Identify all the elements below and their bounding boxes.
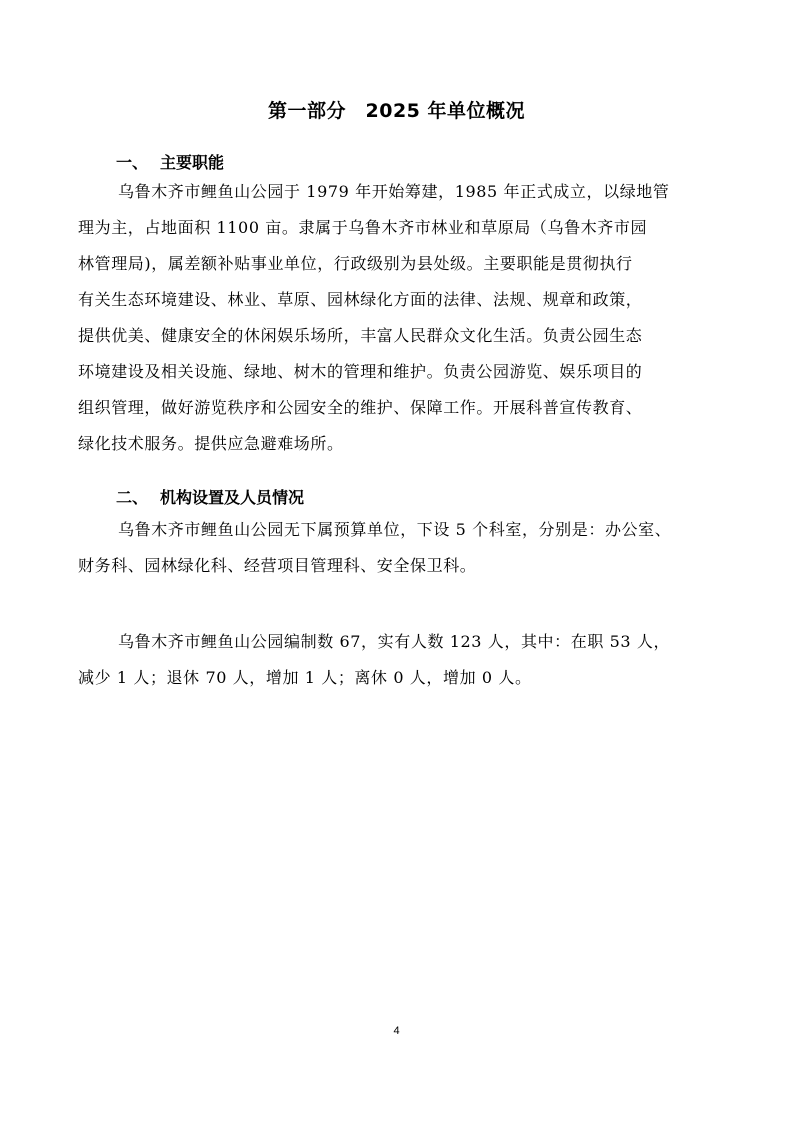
section-heading-text: 主要职能 xyxy=(160,153,225,172)
paragraph-line: 乌鲁木齐市鲤鱼山公园无下属预算单位，下设 5 个科室，分别是：办公室、 xyxy=(118,520,672,539)
section-heading-organization-staffing xyxy=(116,485,304,508)
paragraph-line: 林管理局)，属差额补贴事业单位，行政级别为县处级。主要职能是贯彻执行 xyxy=(78,254,633,273)
section-number: 一、 xyxy=(116,153,149,172)
paragraph-line: 组织管理，做好游览秩序和公园安全的维护、保障工作。开展科普宣传教育、 xyxy=(78,398,643,417)
section-heading-text: 机构设置及人员情况 xyxy=(160,488,305,507)
paragraph-line: 乌鲁木齐市鲤鱼山公园编制数 67，实有人数 123 人，其中：在职 53 人， xyxy=(118,632,671,651)
paragraph-line: 环境建设及相关设施、绿地、树木的管理和维护。负责公园游览、娱乐项目的 xyxy=(78,362,643,381)
paragraph-line: 减少 1 人；退休 70 人，增加 1 人；离休 0 人，增加 0 人。 xyxy=(78,668,532,687)
page-title: 第一部分 2025 年单位概况 xyxy=(268,100,525,122)
paragraph-line: 乌鲁木齐市鲤鱼山公园于 1979 年开始筹建，1985 年正式成立，以绿地管 xyxy=(118,182,670,201)
paragraph-line: 绿化技术服务。提供应急避难场所。 xyxy=(78,434,344,453)
section-heading-main-functions xyxy=(116,150,224,173)
paragraph-line: 有关生态环境建设、林业、草原、园林绿化方面的法律、法规、规章和政策， xyxy=(78,290,643,309)
paragraph-line: 提供优美、健康安全的休闲娱乐场所，丰富人民群众文化生活。负责公园生态 xyxy=(78,326,643,345)
paragraph-line: 理为主，占地面积 1100 亩。隶属于乌鲁木齐市林业和草原局（乌鲁木齐市园 xyxy=(78,218,648,237)
section-number: 二、 xyxy=(116,488,149,507)
page-number: 4 xyxy=(393,1025,400,1037)
paragraph-line: 财务科、园林绿化科、经营项目管理科、安全保卫科。 xyxy=(78,556,477,575)
